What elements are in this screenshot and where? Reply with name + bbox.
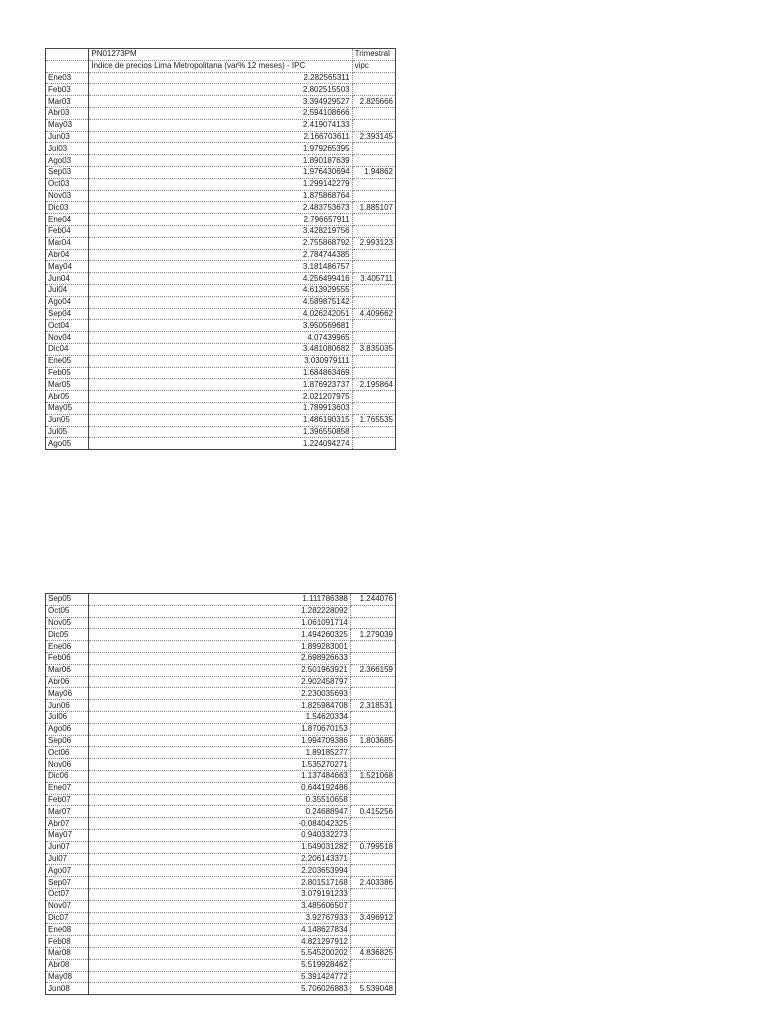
table-row xyxy=(46,924,396,936)
month-cell: May04 xyxy=(46,261,89,273)
ipc-value-cell: 1.876923737 xyxy=(89,379,352,391)
ipc-value-cell: 5.519928462 xyxy=(89,959,351,971)
quarterly-value-cell xyxy=(350,900,395,912)
quarterly-value-cell: 1.244076 xyxy=(350,594,395,606)
quarterly-value-cell: 2.366159 xyxy=(350,664,395,676)
quarterly-value-cell xyxy=(352,107,395,119)
table-row xyxy=(46,284,396,296)
month-cell: Abr04 xyxy=(46,249,89,261)
quarterly-value-cell xyxy=(350,676,395,688)
quarterly-value-cell xyxy=(352,320,395,332)
quarterly-value-cell: 3.835035 xyxy=(352,343,395,355)
month-cell: Dic07 xyxy=(46,912,89,924)
table-row xyxy=(46,676,396,688)
quarterly-value-cell xyxy=(352,391,395,403)
quarterly-value-cell xyxy=(352,402,395,414)
ipc-value-cell: 0.940332273 xyxy=(89,829,351,841)
quarterly-value-cell xyxy=(352,296,395,308)
table-row xyxy=(46,759,396,771)
quarterly-column-title: Trimestral xyxy=(352,49,395,61)
table-row xyxy=(46,971,396,983)
quarterly-value-cell: 5.539048 xyxy=(359,983,393,993)
ipc-value-cell: 1.137484663 xyxy=(89,770,351,782)
ipc-value-cell: 3.428219756 xyxy=(89,225,352,237)
table-row xyxy=(46,723,396,735)
table-row xyxy=(46,190,396,202)
month-cell: Oct06 xyxy=(46,747,89,759)
series-description: Índice de precios Lima Metropolitana (var% 12 meses) - IPC xyxy=(89,60,352,72)
ipc-value-cell: 1.979265395 xyxy=(89,143,352,155)
ipc-value-cell: 5.545200202 xyxy=(89,947,351,959)
ipc-value-cell: 3.181486757 xyxy=(89,261,352,273)
month-cell: Jun03 xyxy=(46,131,89,143)
table-row xyxy=(46,178,396,190)
month-cell: May06 xyxy=(46,688,89,700)
quarterly-value-cell xyxy=(352,190,395,202)
month-cell: Mar07 xyxy=(46,806,89,818)
month-cell: Oct03 xyxy=(46,178,89,190)
quarterly-value-cell xyxy=(352,284,395,296)
table-row xyxy=(46,131,396,143)
ipc-value-cell: 4.821297912 xyxy=(89,936,351,948)
table-row xyxy=(46,912,396,924)
quarterly-value-cell: 4.409662 xyxy=(352,308,395,320)
quarterly-value-cell: 1.765535 xyxy=(352,414,395,426)
month-cell: Dic04 xyxy=(46,343,89,355)
quarterly-column-subtitle: vipc xyxy=(352,60,395,72)
header-row-2 xyxy=(46,60,396,72)
quarterly-value-cell xyxy=(352,367,395,379)
month-cell: Jul05 xyxy=(46,426,89,438)
month-cell: Ago04 xyxy=(46,296,89,308)
quarterly-value-cell xyxy=(350,605,395,617)
table-row xyxy=(46,84,396,96)
table-row xyxy=(46,343,396,355)
table-row xyxy=(46,747,396,759)
table-row xyxy=(46,877,396,889)
ipc-value-cell: 2.166703611 xyxy=(89,131,352,143)
month-cell: Ago05 xyxy=(46,438,89,450)
ipc-value-cell: 3.92767933 xyxy=(89,912,351,924)
table-row xyxy=(46,983,396,995)
quarterly-value-cell xyxy=(352,178,395,190)
ipc-value-cell: 1.976430694 xyxy=(89,166,352,178)
table-row xyxy=(46,888,396,900)
quarterly-value-cell: 2.403386 xyxy=(350,877,395,889)
quarterly-value-cell xyxy=(350,652,395,664)
ipc-value-cell: 2.483753673 xyxy=(89,202,352,214)
month-cell: Feb04 xyxy=(46,225,89,237)
quarterly-value-cell xyxy=(352,225,395,237)
ipc-value-cell: 4.148627834 xyxy=(89,924,351,936)
month-cell: Mar04 xyxy=(46,237,89,249)
table-row xyxy=(46,273,396,285)
ipc-value-cell: 2.021207975 xyxy=(89,391,352,403)
ipc-value-cell: 1.061091714 xyxy=(89,617,351,629)
table-row xyxy=(46,641,396,653)
ipc-value-cell: 1.684863469 xyxy=(89,367,352,379)
ipc-value-cell: 2.784744385 xyxy=(89,249,352,261)
ipc-value-cell: 4.589875142 xyxy=(89,296,352,308)
ipc-value-cell: 5.706026883 xyxy=(89,983,351,995)
month-cell: Ago06 xyxy=(46,723,89,735)
quarterly-value-cell xyxy=(350,818,395,830)
month-cell: Abr07 xyxy=(46,818,89,830)
table-row xyxy=(46,214,396,226)
month-cell: Abr05 xyxy=(46,391,89,403)
ipc-value-cell: 1.494260325 xyxy=(89,629,351,641)
table-row xyxy=(46,155,396,167)
month-cell: May03 xyxy=(46,119,89,131)
quarterly-value-cell xyxy=(350,759,395,771)
month-cell: Jun04 xyxy=(46,273,89,285)
ipc-value-cell: 1.825984708 xyxy=(89,700,351,712)
table-row xyxy=(46,782,396,794)
table-row xyxy=(46,414,396,426)
table-row xyxy=(46,770,396,782)
ipc-value-cell: 1.899283001 xyxy=(89,641,351,653)
table-row xyxy=(46,688,396,700)
month-cell: Feb06 xyxy=(46,652,89,664)
table-row xyxy=(46,332,396,344)
table-row xyxy=(46,202,396,214)
quarterly-value-cell xyxy=(352,143,395,155)
table-row xyxy=(46,841,396,853)
ipc-value-cell: 3.030979111 xyxy=(89,355,352,367)
table-row xyxy=(46,605,396,617)
month-cell: Jul07 xyxy=(46,853,89,865)
table-row xyxy=(46,947,396,959)
ipc-value-cell: 1.890187639 xyxy=(89,155,352,167)
month-cell: Feb03 xyxy=(46,84,89,96)
ipc-value-cell: 1.89185277 xyxy=(89,747,351,759)
month-cell: Jul06 xyxy=(46,711,89,723)
ipc-table-body-1 xyxy=(46,49,396,450)
ipc-table-body-2 xyxy=(46,594,396,995)
month-cell: May07 xyxy=(46,829,89,841)
quarterly-value-cell: 2.318531 xyxy=(350,700,395,712)
quarterly-value-cell xyxy=(352,155,395,167)
ipc-value-cell: 4.613929555 xyxy=(89,284,352,296)
quarterly-value-cell xyxy=(352,72,395,84)
ipc-value-cell: 3.485606507 xyxy=(89,900,351,912)
table-row xyxy=(46,959,396,971)
ipc-value-cell: 2.501963921 xyxy=(89,664,351,676)
month-cell: Sep04 xyxy=(46,308,89,320)
quarterly-value-cell xyxy=(350,641,395,653)
quarterly-value-cell xyxy=(350,617,395,629)
table-row xyxy=(46,936,396,948)
month-cell: Abr08 xyxy=(46,959,89,971)
quarterly-value-cell: 2.825666 xyxy=(352,96,395,108)
ipc-value-cell: 1.299142279 xyxy=(89,178,352,190)
ipc-value-cell: 1.282228092 xyxy=(89,605,351,617)
table-row xyxy=(46,818,396,830)
quarterly-value-cell: 0.799518 xyxy=(350,841,395,853)
ipc-value-cell: 1.54620334 xyxy=(89,711,351,723)
month-cell: Oct07 xyxy=(46,888,89,900)
ipc-value-cell: 1.224094274 xyxy=(89,438,352,450)
ipc-value-cell: 2.801517168 xyxy=(89,877,351,889)
table-row xyxy=(46,900,396,912)
month-cell: Jul03 xyxy=(46,143,89,155)
quarterly-value-cell: 3.496912 xyxy=(350,912,395,924)
month-cell: Ene08 xyxy=(46,924,89,936)
month-cell: Mar03 xyxy=(46,96,89,108)
ipc-value-cell: 3.079191233 xyxy=(89,888,351,900)
ipc-table-part-1 xyxy=(45,48,396,450)
ipc-value-cell: 2.802515503 xyxy=(89,84,352,96)
ipc-value-cell: 1.789913603 xyxy=(89,402,352,414)
quarterly-value-cell xyxy=(350,936,395,948)
quarterly-value-cell: 1.803685 xyxy=(350,735,395,747)
ipc-value-cell: 2.594108666 xyxy=(89,107,352,119)
month-cell: Ago03 xyxy=(46,155,89,167)
table-row xyxy=(46,96,396,108)
month-cell: Ene04 xyxy=(46,214,89,226)
quarterly-value-cell xyxy=(350,782,395,794)
quarterly-value-cell: 2.393145 xyxy=(352,131,395,143)
table-row xyxy=(46,438,396,450)
quarterly-value-cell xyxy=(350,959,395,971)
ipc-value-cell: 2.796657911 xyxy=(89,214,352,226)
table-row xyxy=(46,594,396,606)
quarterly-value-cell xyxy=(350,794,395,806)
series-code: PN01273PM xyxy=(89,49,352,61)
ipc-value-cell: 0.24688947 xyxy=(89,806,351,818)
quarterly-value-cell xyxy=(350,711,395,723)
ipc-value-cell: 4.07439965 xyxy=(89,332,352,344)
month-cell: Sep07 xyxy=(46,877,89,889)
ipc-value-cell: 3.950569681 xyxy=(89,320,352,332)
ipc-value-cell: 2.282565311 xyxy=(89,72,352,84)
month-cell: Ene03 xyxy=(46,72,89,84)
quarterly-value-cell xyxy=(350,688,395,700)
ipc-table-part-2 xyxy=(45,593,396,995)
quarterly-value-cell xyxy=(352,438,395,450)
month-cell: Sep03 xyxy=(46,166,89,178)
quarterly-value-cell xyxy=(350,888,395,900)
ipc-value-cell: 3.394929527 xyxy=(89,96,352,108)
table-row xyxy=(46,711,396,723)
quarterly-value-cell xyxy=(352,84,395,96)
table-row xyxy=(46,308,396,320)
table-row xyxy=(46,355,396,367)
month-cell: Feb07 xyxy=(46,794,89,806)
month-cell: Jun07 xyxy=(46,841,89,853)
quarterly-value-cell: 4.836825 xyxy=(350,947,395,959)
table-row xyxy=(46,391,396,403)
table-row xyxy=(46,72,396,84)
table-row xyxy=(46,426,396,438)
table-row xyxy=(46,249,396,261)
month-cell: Jul04 xyxy=(46,284,89,296)
ipc-value-cell: 2.419074133 xyxy=(89,119,352,131)
header-empty-cell xyxy=(46,60,89,72)
quarterly-value-cell: 1.885107 xyxy=(352,202,395,214)
ipc-value-cell: 0.644192486 xyxy=(89,782,351,794)
table-row xyxy=(46,652,396,664)
ipc-value-cell: 2.203653994 xyxy=(89,865,351,877)
month-cell: Jun08 xyxy=(46,983,89,995)
month-cell: Abr06 xyxy=(46,676,89,688)
ipc-value-cell: 2.902458797 xyxy=(89,676,351,688)
header-empty-cell xyxy=(46,49,89,61)
month-cell: Mar05 xyxy=(46,379,89,391)
table-row xyxy=(46,237,396,249)
month-cell: Ago07 xyxy=(46,865,89,877)
table-row xyxy=(46,865,396,877)
table-row xyxy=(46,617,396,629)
quarterly-value-cell: 1.521068 xyxy=(350,770,395,782)
quarterly-value-cell xyxy=(352,332,395,344)
ipc-value-cell: 1.396550858 xyxy=(89,426,352,438)
ipc-value-cell: -0.084042325 xyxy=(89,818,351,830)
table-row xyxy=(46,261,396,273)
ipc-value-cell: 1.870670153 xyxy=(89,723,351,735)
ipc-value-cell: 3.481080682 xyxy=(89,343,352,355)
ipc-value-cell: 0.35510658 xyxy=(89,794,351,806)
table-row xyxy=(46,629,396,641)
month-cell: Dic06 xyxy=(46,770,89,782)
month-cell: Nov03 xyxy=(46,190,89,202)
quarterly-value-cell xyxy=(350,747,395,759)
quarterly-value-cell xyxy=(350,829,395,841)
month-cell: Nov04 xyxy=(46,332,89,344)
month-cell: Jun05 xyxy=(46,414,89,426)
quarterly-value-cell: 0.415256 xyxy=(350,806,395,818)
table-row xyxy=(46,367,396,379)
ipc-value-cell: 2.230035693 xyxy=(89,688,351,700)
quarterly-value-cell: 1.279039 xyxy=(350,629,395,641)
month-cell: Mar06 xyxy=(46,664,89,676)
quarterly-value-cell: 1.94862 xyxy=(352,166,395,178)
ipc-value-cell: 1.875868764 xyxy=(89,190,352,202)
ipc-value-cell: 1.486190315 xyxy=(89,414,352,426)
quarterly-value-cell xyxy=(350,971,395,983)
quarterly-value-cell: 2.993123 xyxy=(352,237,395,249)
table-row xyxy=(46,853,396,865)
quarterly-value-cell xyxy=(350,853,395,865)
table-row xyxy=(46,402,396,414)
month-cell: Nov07 xyxy=(46,900,89,912)
quarterly-value-cell: 3.405711 xyxy=(352,273,395,285)
month-cell: Jun06 xyxy=(46,700,89,712)
ipc-value-cell: 5.391424772 xyxy=(89,971,351,983)
ipc-value-cell: 4.256499416 xyxy=(89,273,352,285)
table-row xyxy=(46,379,396,391)
month-cell: Ene06 xyxy=(46,641,89,653)
ipc-value-cell: 1.111786388 xyxy=(89,594,351,606)
month-cell: Feb05 xyxy=(46,367,89,379)
table-row xyxy=(46,119,396,131)
month-cell: Sep06 xyxy=(46,735,89,747)
ipc-value-cell: 1.535270271 xyxy=(89,759,351,771)
quarterly-value-cell xyxy=(352,214,395,226)
month-cell: Sep05 xyxy=(46,594,89,606)
quarterly-value-cell xyxy=(350,723,395,735)
table-row xyxy=(46,806,396,818)
ipc-value-cell: 1.994709386 xyxy=(89,735,351,747)
month-cell: Dic03 xyxy=(46,202,89,214)
ipc-value-cell: 4.026242051 xyxy=(89,308,352,320)
month-cell: Nov06 xyxy=(46,759,89,771)
month-cell: May08 xyxy=(46,971,89,983)
ipc-value-cell: 1.549031282 xyxy=(89,841,351,853)
table-row xyxy=(46,320,396,332)
table-row xyxy=(46,829,396,841)
table-row xyxy=(46,166,396,178)
quarterly-value-cell xyxy=(350,924,395,936)
quarterly-value-cell xyxy=(352,261,395,273)
month-cell: Oct04 xyxy=(46,320,89,332)
month-cell: May05 xyxy=(46,402,89,414)
quarterly-value-cell xyxy=(352,119,395,131)
month-cell: Nov05 xyxy=(46,617,89,629)
quarterly-value-cell xyxy=(352,355,395,367)
table-row xyxy=(46,107,396,119)
month-cell: Abr03 xyxy=(46,107,89,119)
quarterly-value-cell: 2.195864 xyxy=(352,379,395,391)
table-row xyxy=(46,296,396,308)
header-row-1 xyxy=(46,49,396,61)
quarterly-value-cell xyxy=(352,426,395,438)
month-cell: Feb08 xyxy=(46,936,89,948)
table-row xyxy=(46,664,396,676)
ipc-value-cell: 2.755868792 xyxy=(89,237,352,249)
table-row xyxy=(46,700,396,712)
quarterly-value-cell xyxy=(350,865,395,877)
table-row xyxy=(46,143,396,155)
ipc-value-cell: 2.206143371 xyxy=(89,853,351,865)
month-cell: Ene05 xyxy=(46,355,89,367)
month-cell: Oct05 xyxy=(46,605,89,617)
month-cell: Mar08 xyxy=(46,947,89,959)
month-cell: Ene07 xyxy=(46,782,89,794)
table-row xyxy=(46,735,396,747)
table-row xyxy=(46,225,396,237)
ipc-value-cell: 2.698926633 xyxy=(89,652,351,664)
quarterly-value-cell xyxy=(352,249,395,261)
month-cell: Dic05 xyxy=(46,629,89,641)
table-row xyxy=(46,794,396,806)
